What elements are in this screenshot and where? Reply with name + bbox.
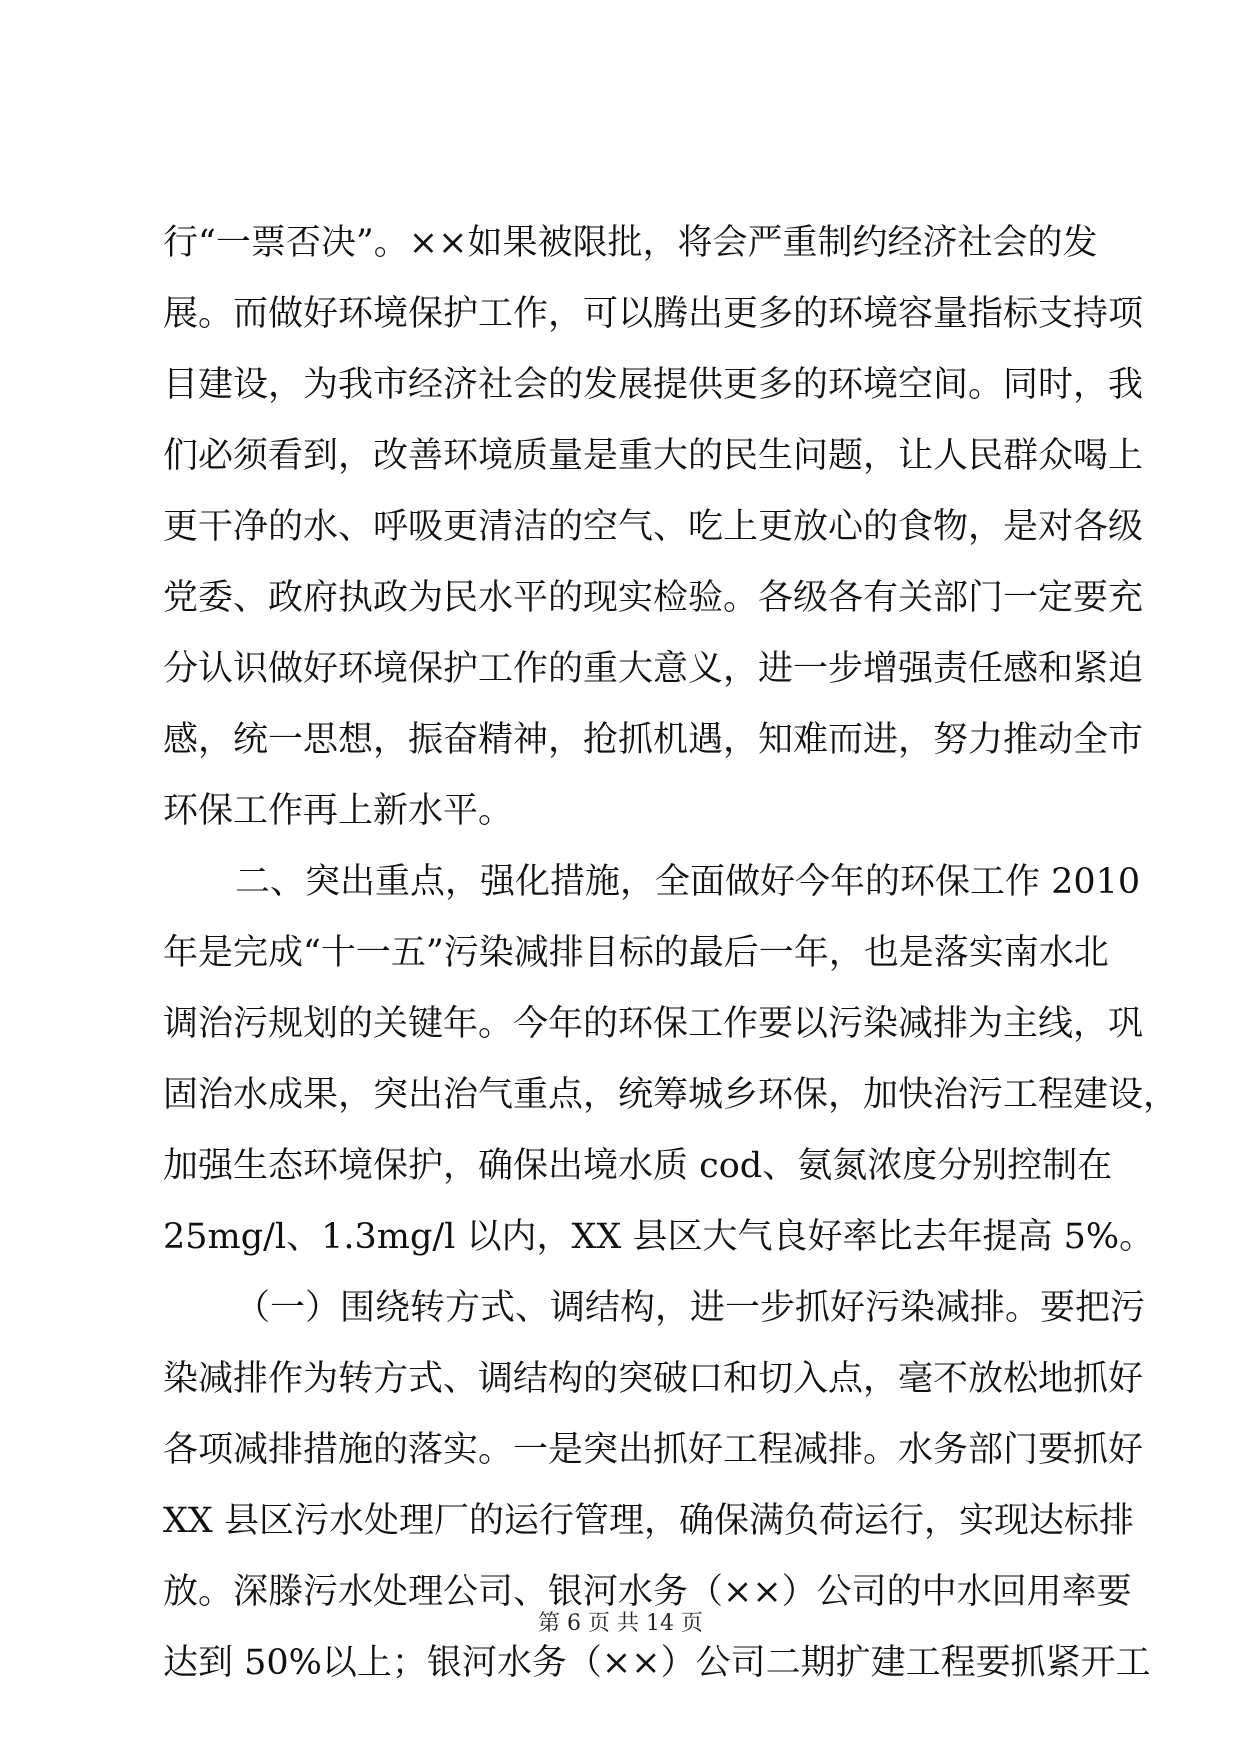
text-line: 们必须看到，改善环境质量是重大的民生问题，让人民群众喝上: [163, 436, 1144, 476]
text-line: 各项减排措施的落实。一是突出抓好工程减排。水务部门要抓好: [163, 1430, 1144, 1470]
text-line: 加强生态环境保护，确保出境水质 cod、氨氮浓度分别控制在: [163, 1146, 1113, 1186]
text-line: 目建设，为我市经济社会的发展提供更多的环境空间。同时，我: [163, 365, 1144, 405]
text-line: 达到 50%以上；银河水务（××）公司二期扩建工程要抓紧开工: [163, 1643, 1151, 1683]
text-line: 行“一票否决”。××如果被限批，将会严重制约经济社会的发: [163, 223, 1098, 263]
text-line: 年是完成“十一五”污染减排目标的最后一年，也是落实南水北: [163, 933, 1109, 973]
text-line: 染减排作为转方式、调结构的突破口和切入点，毫不放松地抓好: [163, 1359, 1144, 1399]
text-line: 放。深滕污水处理公司、银河水务（××）公司的中水回用率要: [163, 1572, 1132, 1612]
page-number-footer: 第 6 页 共 14 页: [538, 1611, 703, 1636]
subsection-heading-line: （一）围绕转方式、调结构，进一步抓好污染减排。要把污: [235, 1288, 1146, 1328]
text-line: 25mg/l、1.3mg/l 以内，XX 县区大气良好率比去年提高 5%。: [163, 1217, 1155, 1257]
text-line: 感，统一思想，振奋精神，抢抓机遇，知难而进，努力推动全市: [163, 720, 1144, 760]
body-text: [163, 223, 1179, 1717]
text-line: 调治污规划的关键年。今年的环保工作要以污染减排为主线，巩: [163, 1004, 1144, 1044]
section-heading-line: 二、突出重点，强化措施，全面做好今年的环保工作 2010: [235, 862, 1141, 902]
text-line: 环保工作再上新水平。: [163, 791, 514, 831]
text-line: 党委、政府执政为民水平的现实检验。各级各有关部门一定要充: [163, 578, 1144, 618]
text-line: 分认识做好环境保护工作的重大意义，进一步增强责任感和紧迫: [163, 649, 1144, 689]
text-line: 更干净的水、呼吸更清洁的空气、吃上更放心的食物，是对各级: [163, 507, 1144, 547]
text-line: XX 县区污水处理厂的运行管理，确保满负荷运行，实现达标排: [163, 1501, 1134, 1541]
text-line: 展。而做好环境保护工作，可以腾出更多的环境容量指标支持项: [163, 294, 1144, 334]
text-line: 固治水成果，突出治气重点，统筹城乡环保，加快治污工程建设，: [163, 1075, 1179, 1115]
